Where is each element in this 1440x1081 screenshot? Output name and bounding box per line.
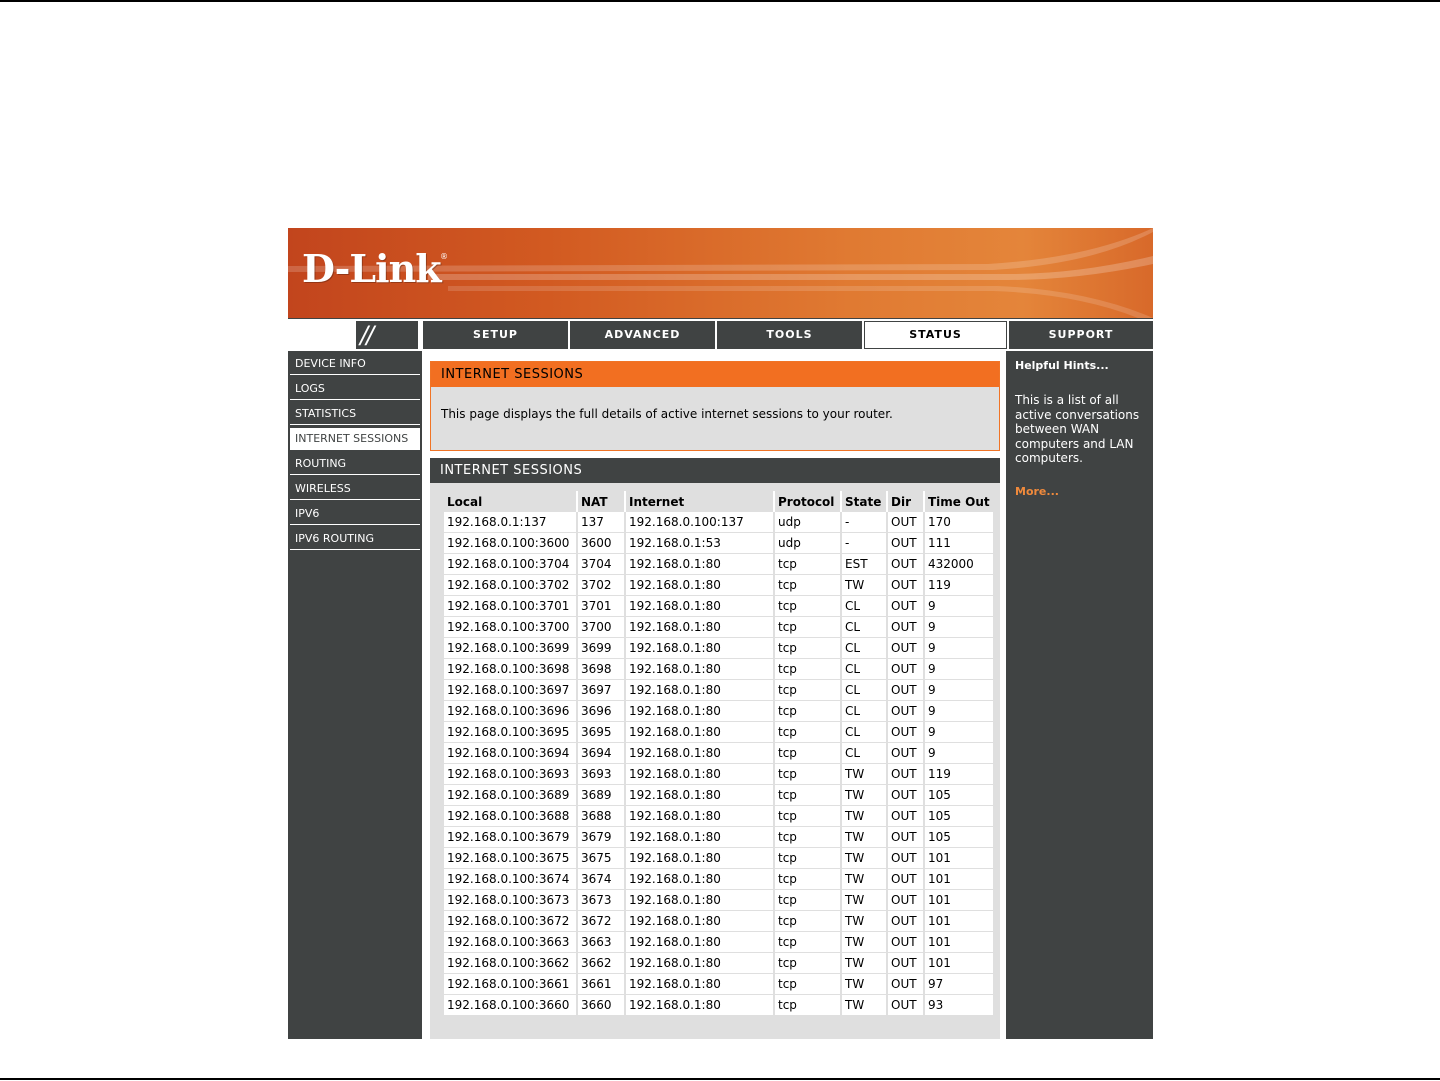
sidebar-item-device-info[interactable]: DEVICE INFO (290, 353, 420, 375)
cell-timeout: 9 (924, 596, 993, 617)
sessions-heading: INTERNET SESSIONS (430, 458, 1000, 483)
sidebar-item-ipv6-routing[interactable]: IPV6 ROUTING (290, 528, 420, 550)
cell-state: CL (841, 596, 887, 617)
table-row (444, 932, 993, 953)
cell-nat: 3700 (577, 617, 625, 638)
cell-nat: 3688 (577, 806, 625, 827)
cell-protocol: tcp (774, 827, 841, 848)
cell-state: TW (841, 827, 887, 848)
cell-local: 192.168.0.100:3673 (444, 890, 577, 911)
registered-mark: ® (440, 252, 448, 261)
tab-tools[interactable]: TOOLS (717, 321, 862, 349)
cell-local: 192.168.0.100:3698 (444, 659, 577, 680)
col-state: State (841, 491, 887, 512)
cell-internet: 192.168.0.1:80 (625, 743, 774, 764)
cell-state: TW (841, 911, 887, 932)
sidebar-item-statistics[interactable]: STATISTICS (290, 403, 420, 425)
table-row (444, 659, 993, 680)
table-row (444, 869, 993, 890)
cell-timeout: 105 (924, 806, 993, 827)
cell-state: CL (841, 743, 887, 764)
cell-protocol: tcp (774, 680, 841, 701)
cell-protocol: tcp (774, 575, 841, 596)
cell-protocol: tcp (774, 722, 841, 743)
main-content (422, 351, 1006, 1039)
col-timeout: Time Out (924, 491, 993, 512)
cell-state: CL (841, 722, 887, 743)
cell-protocol: tcp (774, 974, 841, 995)
header-banner (288, 228, 1153, 318)
cell-state: TW (841, 806, 887, 827)
cell-state: TW (841, 848, 887, 869)
cell-nat: 3600 (577, 533, 625, 554)
cell-protocol: tcp (774, 764, 841, 785)
cell-nat: 3701 (577, 596, 625, 617)
cell-dir: OUT (887, 953, 924, 974)
cell-timeout: 105 (924, 785, 993, 806)
col-internet: Internet (625, 491, 774, 512)
cell-nat: 3673 (577, 890, 625, 911)
cell-nat: 3698 (577, 659, 625, 680)
helpful-hints-panel (1008, 351, 1153, 1039)
cell-protocol: tcp (774, 659, 841, 680)
col-dir: Dir (887, 491, 924, 512)
cell-dir: OUT (887, 554, 924, 575)
cell-dir: OUT (887, 638, 924, 659)
cell-dir: OUT (887, 911, 924, 932)
cell-timeout: 101 (924, 890, 993, 911)
cell-nat: 3663 (577, 932, 625, 953)
sidebar-item-routing[interactable]: ROUTING (290, 453, 420, 475)
cell-timeout: 9 (924, 617, 993, 638)
cell-timeout: 105 (924, 827, 993, 848)
cell-internet: 192.168.0.1:80 (625, 869, 774, 890)
table-row (444, 953, 993, 974)
cell-local: 192.168.0.100:3674 (444, 869, 577, 890)
cell-state: CL (841, 701, 887, 722)
cell-state: CL (841, 659, 887, 680)
table-row (444, 533, 993, 554)
cell-protocol: tcp (774, 638, 841, 659)
table-row (444, 701, 993, 722)
cell-state: - (841, 533, 887, 554)
cell-timeout: 101 (924, 932, 993, 953)
table-row (444, 680, 993, 701)
cell-internet: 192.168.0.1:80 (625, 701, 774, 722)
cell-dir: OUT (887, 890, 924, 911)
cell-dir: OUT (887, 596, 924, 617)
cell-dir: OUT (887, 764, 924, 785)
cell-protocol: udp (774, 512, 841, 533)
cell-local: 192.168.0.100:3694 (444, 743, 577, 764)
cell-protocol: tcp (774, 869, 841, 890)
cell-local: 192.168.0.100:3675 (444, 848, 577, 869)
sidebar-item-wireless[interactable]: WIRELESS (290, 478, 420, 500)
cell-local: 192.168.0.1:137 (444, 512, 577, 533)
cell-state: TW (841, 890, 887, 911)
intro-text: This page displays the full details of active internet sessions to your router. (441, 407, 893, 421)
cell-dir: OUT (887, 974, 924, 995)
cell-local: 192.168.0.100:3689 (444, 785, 577, 806)
intro-heading: INTERNET SESSIONS (431, 362, 999, 387)
tab-advanced[interactable]: ADVANCED (570, 321, 715, 349)
cell-protocol: tcp (774, 617, 841, 638)
cell-nat: 3695 (577, 722, 625, 743)
sessions-table-body (444, 512, 993, 1016)
cell-internet: 192.168.0.1:80 (625, 785, 774, 806)
router-ui-frame (288, 228, 1153, 1039)
table-row (444, 848, 993, 869)
page-top-rule (0, 0, 1440, 2)
cell-nat: 3672 (577, 911, 625, 932)
cell-dir: OUT (887, 869, 924, 890)
cell-local: 192.168.0.100:3663 (444, 932, 577, 953)
cell-timeout: 97 (924, 974, 993, 995)
table-row (444, 512, 993, 533)
cell-timeout: 119 (924, 575, 993, 596)
cell-dir: OUT (887, 827, 924, 848)
cell-timeout: 111 (924, 533, 993, 554)
table-row (444, 638, 993, 659)
cell-local: 192.168.0.100:3696 (444, 701, 577, 722)
cell-internet: 192.168.0.1:80 (625, 617, 774, 638)
cell-state: - (841, 512, 887, 533)
cell-internet: 192.168.0.1:80 (625, 911, 774, 932)
cell-dir: OUT (887, 785, 924, 806)
cell-dir: OUT (887, 722, 924, 743)
tab-support[interactable]: SUPPORT (1009, 321, 1153, 349)
cell-timeout: 101 (924, 953, 993, 974)
cell-local: 192.168.0.100:3699 (444, 638, 577, 659)
cell-internet: 192.168.0.1:80 (625, 890, 774, 911)
cell-timeout: 93 (924, 995, 993, 1016)
table-row (444, 743, 993, 764)
table-row (444, 995, 993, 1016)
cell-state: CL (841, 680, 887, 701)
cell-state: TW (841, 869, 887, 890)
cell-nat: 3679 (577, 827, 625, 848)
cell-state: TW (841, 764, 887, 785)
tab-status[interactable]: STATUS (864, 321, 1007, 349)
cell-dir: OUT (887, 533, 924, 554)
cell-state: TW (841, 995, 887, 1016)
hints-more-link[interactable]: More... (1015, 485, 1059, 498)
cell-protocol: tcp (774, 743, 841, 764)
cell-timeout: 9 (924, 638, 993, 659)
cell-timeout: 9 (924, 743, 993, 764)
cell-nat: 3660 (577, 995, 625, 1016)
cell-nat: 3662 (577, 953, 625, 974)
cell-dir: OUT (887, 512, 924, 533)
cell-state: CL (841, 617, 887, 638)
cell-protocol: tcp (774, 785, 841, 806)
cell-timeout: 101 (924, 848, 993, 869)
cell-dir: OUT (887, 743, 924, 764)
cell-nat: 3704 (577, 554, 625, 575)
cell-local: 192.168.0.100:3697 (444, 680, 577, 701)
cell-local: 192.168.0.100:3600 (444, 533, 577, 554)
cell-dir: OUT (887, 848, 924, 869)
cell-local: 192.168.0.100:3702 (444, 575, 577, 596)
cell-local: 192.168.0.100:3695 (444, 722, 577, 743)
table-row (444, 974, 993, 995)
cell-internet: 192.168.0.1:53 (625, 533, 774, 554)
cell-local: 192.168.0.100:3704 (444, 554, 577, 575)
cell-local: 192.168.0.100:3660 (444, 995, 577, 1016)
cell-protocol: tcp (774, 701, 841, 722)
cell-internet: 192.168.0.1:80 (625, 932, 774, 953)
sidebar-item-internet-sessions[interactable]: INTERNET SESSIONS (290, 428, 420, 450)
cell-internet: 192.168.0.1:80 (625, 953, 774, 974)
cell-protocol: tcp (774, 911, 841, 932)
cell-local: 192.168.0.100:3693 (444, 764, 577, 785)
table-row (444, 911, 993, 932)
cell-timeout: 119 (924, 764, 993, 785)
cell-local: 192.168.0.100:3662 (444, 953, 577, 974)
col-protocol: Protocol (774, 491, 841, 512)
cell-internet: 192.168.0.100:137 (625, 512, 774, 533)
sidebar-item-ipv6[interactable]: IPV6 (290, 503, 420, 525)
cell-protocol: tcp (774, 596, 841, 617)
cell-state: EST (841, 554, 887, 575)
cell-dir: OUT (887, 575, 924, 596)
dlink-logo: D-Link (302, 246, 441, 291)
sidebar-item-logs[interactable]: LOGS (290, 378, 420, 400)
cell-internet: 192.168.0.1:80 (625, 680, 774, 701)
intro-box (430, 361, 1000, 451)
model-badge (290, 321, 418, 349)
cell-internet: 192.168.0.1:80 (625, 764, 774, 785)
cell-dir: OUT (887, 701, 924, 722)
cell-internet: 192.168.0.1:80 (625, 596, 774, 617)
cell-timeout: 101 (924, 869, 993, 890)
cell-local: 192.168.0.100:3701 (444, 596, 577, 617)
cell-internet: 192.168.0.1:80 (625, 848, 774, 869)
cell-dir: OUT (887, 995, 924, 1016)
table-row (444, 764, 993, 785)
cell-nat: 3674 (577, 869, 625, 890)
cell-local: 192.168.0.100:3700 (444, 617, 577, 638)
table-row (444, 722, 993, 743)
table-row (444, 575, 993, 596)
table-row (444, 827, 993, 848)
cell-state: TW (841, 932, 887, 953)
cell-state: TW (841, 974, 887, 995)
cell-nat: 3694 (577, 743, 625, 764)
cell-local: 192.168.0.100:3688 (444, 806, 577, 827)
cell-internet: 192.168.0.1:80 (625, 974, 774, 995)
hints-title: Helpful Hints... (1015, 359, 1109, 372)
table-row (444, 785, 993, 806)
cell-protocol: tcp (774, 848, 841, 869)
model-slash-glyph: // (360, 321, 373, 349)
cell-timeout: 9 (924, 722, 993, 743)
cell-state: CL (841, 638, 887, 659)
cell-internet: 192.168.0.1:80 (625, 806, 774, 827)
page-bottom-rule (0, 1078, 1440, 1080)
cell-nat: 3675 (577, 848, 625, 869)
table-row (444, 806, 993, 827)
table-row (444, 617, 993, 638)
table-row (444, 890, 993, 911)
cell-dir: OUT (887, 932, 924, 953)
table-header-row (444, 491, 993, 512)
cell-local: 192.168.0.100:3672 (444, 911, 577, 932)
table-row (444, 554, 993, 575)
cell-protocol: tcp (774, 806, 841, 827)
cell-timeout: 9 (924, 701, 993, 722)
cell-nat: 3693 (577, 764, 625, 785)
cell-dir: OUT (887, 680, 924, 701)
cell-nat: 3699 (577, 638, 625, 659)
col-nat: NAT (577, 491, 625, 512)
cell-nat: 3697 (577, 680, 625, 701)
cell-nat: 3689 (577, 785, 625, 806)
cell-timeout: 432000 (924, 554, 993, 575)
cell-local: 192.168.0.100:3679 (444, 827, 577, 848)
cell-nat: 3661 (577, 974, 625, 995)
cell-timeout: 170 (924, 512, 993, 533)
cell-protocol: tcp (774, 554, 841, 575)
cell-state: TW (841, 953, 887, 974)
cell-dir: OUT (887, 806, 924, 827)
cell-nat: 3702 (577, 575, 625, 596)
cell-protocol: udp (774, 533, 841, 554)
cell-protocol: tcp (774, 953, 841, 974)
cell-timeout: 101 (924, 911, 993, 932)
cell-internet: 192.168.0.1:80 (625, 722, 774, 743)
sessions-table (444, 491, 993, 1016)
col-local: Local (444, 491, 577, 512)
cell-timeout: 9 (924, 680, 993, 701)
cell-protocol: tcp (774, 932, 841, 953)
hints-body: This is a list of all active conversations between WAN computers and LAN computers. (1015, 393, 1140, 465)
sessions-box (430, 458, 1000, 1039)
cell-local: 192.168.0.100:3661 (444, 974, 577, 995)
cell-nat: 3696 (577, 701, 625, 722)
cell-protocol: tcp (774, 890, 841, 911)
cell-internet: 192.168.0.1:80 (625, 659, 774, 680)
cell-internet: 192.168.0.1:80 (625, 827, 774, 848)
cell-dir: OUT (887, 659, 924, 680)
tab-setup[interactable]: SETUP (423, 321, 568, 349)
cell-protocol: tcp (774, 995, 841, 1016)
cell-internet: 192.168.0.1:80 (625, 554, 774, 575)
cell-state: TW (841, 575, 887, 596)
cell-state: TW (841, 785, 887, 806)
left-sidebar (288, 351, 421, 1039)
table-row (444, 596, 993, 617)
cell-nat: 137 (577, 512, 625, 533)
cell-internet: 192.168.0.1:80 (625, 638, 774, 659)
cell-internet: 192.168.0.1:80 (625, 995, 774, 1016)
top-nav (288, 319, 1153, 351)
cell-dir: OUT (887, 617, 924, 638)
cell-timeout: 9 (924, 659, 993, 680)
cell-internet: 192.168.0.1:80 (625, 575, 774, 596)
